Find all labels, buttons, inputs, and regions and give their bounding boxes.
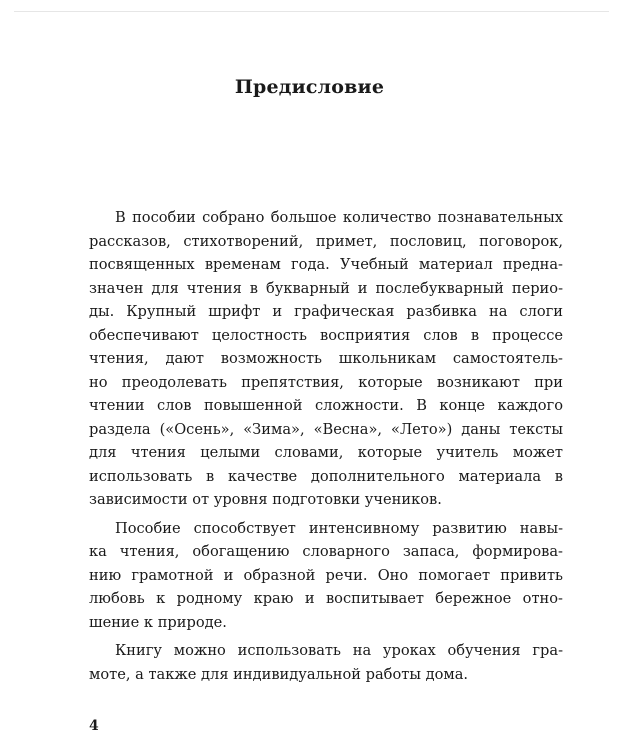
text-line: чтении слов повышенной сложности. В конце каждого: [89, 397, 563, 414]
page-title: Предисловие: [234, 76, 385, 98]
text-line: но преодолевать препятствия, которые возникают при: [89, 373, 563, 391]
text-line: нию грамотной и образной речи. Оно помогает привить: [89, 566, 563, 584]
text-line: значен для чтения в букварный и послебукварный перио-: [89, 279, 563, 297]
text-line: моте, а также для индивидуальной работы дома.: [89, 665, 469, 683]
text-line: ды. Крупный шрифт и графическая разбивка на слоги: [89, 303, 563, 320]
text-line: Пособие способствует интенсивному развитию навы-: [115, 519, 563, 537]
text-line: ка чтения, обогащению словарного запаса, формирова-: [89, 543, 563, 560]
text-line: рассказов, стихотворений, примет, пословиц, поговорок,: [89, 232, 563, 250]
text-line: посвященных временам года. Учебный материал предна-: [89, 256, 563, 273]
text-line: для чтения целыми словами, которые учитель может: [89, 444, 563, 461]
page-number: 4: [89, 718, 99, 734]
text-line: В пособии собрано большое количество познавательных: [115, 209, 563, 226]
preface-body: [89, 206, 563, 686]
text-line: Книгу можно использовать на уроках обучения гра-: [115, 642, 563, 659]
text-line: чтения, дают возможность школьникам самостоятель-: [89, 350, 563, 367]
text-line: обеспечивают целостность восприятия слов в процессе: [89, 326, 563, 344]
text-line: любовь к родному краю и воспитывает бережное отно-: [89, 590, 563, 607]
text-line: использовать в качестве дополнительного материала в: [89, 467, 563, 485]
text-line: шение к природе.: [89, 613, 227, 631]
text-line: зависимости от уровня подготовки учеников.: [89, 491, 442, 508]
top-divider: [14, 11, 609, 12]
text-line: раздела («Осень», «Зима», «Весна», «Лето») даны тексты: [89, 420, 563, 438]
